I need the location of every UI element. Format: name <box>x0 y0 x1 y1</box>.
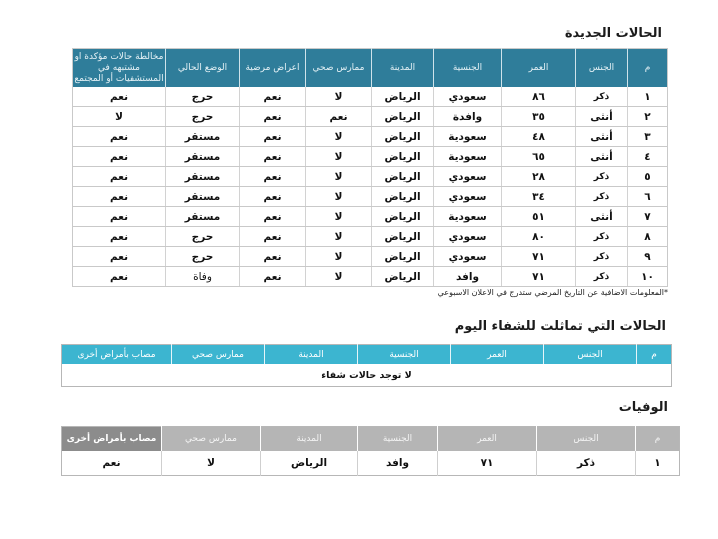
cell-index: ٤ <box>628 147 668 167</box>
col-header-nationality: الجنسية <box>434 49 502 88</box>
col-header-health-practitioner: ممارس صحي <box>162 427 261 452</box>
cell-age: ٦٥ <box>502 147 576 167</box>
cell-nationality: سعودية <box>434 207 502 227</box>
cell-city: الرياض <box>261 451 358 476</box>
cell-contact: لا <box>73 107 166 127</box>
footnote: *المعلومات الاضافية عن التاريخ المرضي ستدرج في الاعلان الاسبوعي <box>437 288 668 297</box>
deaths-table <box>61 426 680 476</box>
col-header-gender: الجنس <box>576 49 628 88</box>
cell-contact: نعم <box>73 187 166 207</box>
col-header-gender: الجنس <box>537 427 636 452</box>
cell-current-status: مستقر <box>166 127 240 147</box>
cell-gender: ذكر <box>576 267 628 287</box>
cell-current-status: حرج <box>166 247 240 267</box>
cell-contact: نعم <box>73 167 166 187</box>
cell-contact: نعم <box>73 227 166 247</box>
cell-index: ١ <box>628 87 668 107</box>
cell-age: ٧١ <box>502 267 576 287</box>
recovered-title: الحالات التي تماثلت للشفاء اليوم <box>454 319 666 334</box>
cell-contact: نعم <box>73 87 166 107</box>
cell-age: ٣٥ <box>502 107 576 127</box>
new-cases-table <box>72 48 668 287</box>
col-header-index: م <box>636 427 680 452</box>
new-cases-header-row <box>73 49 668 88</box>
table-row <box>62 451 680 476</box>
cell-current-status: وفاة <box>166 267 240 287</box>
cell-city: الرياض <box>372 247 434 267</box>
cell-gender: أنثى <box>576 127 628 147</box>
cell-contact: نعم <box>73 127 166 147</box>
cell-gender: ذكر <box>576 87 628 107</box>
col-header-nationality: الجنسية <box>358 345 451 365</box>
cell-gender: أنثى <box>576 147 628 167</box>
cell-symptoms: نعم <box>240 147 306 167</box>
table-row <box>73 127 668 147</box>
table-row <box>73 227 668 247</box>
col-header-age: العمر <box>451 345 544 365</box>
cell-city: الرياض <box>372 267 434 287</box>
cell-symptoms: نعم <box>240 127 306 147</box>
col-header-contact: مخالطة حالات مؤكدة او مشتبهه في المستشفيات أو المجتمع <box>73 49 166 88</box>
cell-nationality: سعودية <box>434 147 502 167</box>
cell-age: ٨٠ <box>502 227 576 247</box>
cell-symptoms: نعم <box>240 247 306 267</box>
col-header-city: المدينة <box>372 49 434 88</box>
table-row <box>73 167 668 187</box>
cell-index: ٨ <box>628 227 668 247</box>
cell-nationality: سعودي <box>434 247 502 267</box>
col-header-gender: الجنس <box>544 345 637 365</box>
cell-contact: نعم <box>73 207 166 227</box>
cell-nationality: وافد <box>434 267 502 287</box>
cell-nationality: سعودية <box>434 127 502 147</box>
cell-city: الرياض <box>372 127 434 147</box>
col-header-city: المدينة <box>261 427 358 452</box>
recovered-header-row <box>62 345 672 365</box>
cell-nationality: سعودي <box>434 227 502 247</box>
cell-city: الرياض <box>372 227 434 247</box>
cell-index: ٥ <box>628 167 668 187</box>
cell-age: ٢٨ <box>502 167 576 187</box>
cell-index: ٧ <box>628 207 668 227</box>
recovered-table <box>61 344 672 387</box>
cell-health-practitioner: لا <box>306 167 372 187</box>
cell-gender: ذكر <box>537 451 636 476</box>
table-row <box>73 267 668 287</box>
col-header-other-diseases: مصاب بأمراض أخرى <box>62 345 172 365</box>
col-header-city: المدينة <box>265 345 358 365</box>
col-header-current-status: الوضع الحالي <box>166 49 240 88</box>
cell-current-status: حرج <box>166 227 240 247</box>
col-header-other-diseases: مصاب بأمراض أخرى <box>62 427 162 452</box>
cell-city: الرياض <box>372 207 434 227</box>
col-header-index: م <box>637 345 672 365</box>
cell-current-status: مستقر <box>166 187 240 207</box>
cell-current-status: حرج <box>166 107 240 127</box>
cell-health-practitioner: لا <box>306 207 372 227</box>
col-header-age: العمر <box>502 49 576 88</box>
cell-index: ١ <box>636 451 680 476</box>
cell-contact: نعم <box>73 267 166 287</box>
new-cases-title: الحالات الجديدة <box>564 26 662 41</box>
cell-nationality: سعودي <box>434 167 502 187</box>
cell-health-practitioner: لا <box>306 227 372 247</box>
cell-age: ٨٦ <box>502 87 576 107</box>
cell-gender: ذكر <box>576 187 628 207</box>
cell-city: الرياض <box>372 167 434 187</box>
cell-index: ٩ <box>628 247 668 267</box>
cell-age: ٤٨ <box>502 127 576 147</box>
table-row <box>73 87 668 107</box>
cell-current-status: حرج <box>166 87 240 107</box>
cell-nationality: سعودي <box>434 87 502 107</box>
cell-nationality: سعودي <box>434 187 502 207</box>
cell-city: الرياض <box>372 107 434 127</box>
cell-symptoms: نعم <box>240 167 306 187</box>
cell-health-practitioner: لا <box>306 127 372 147</box>
col-header-age: العمر <box>438 427 537 452</box>
cell-index: ٢ <box>628 107 668 127</box>
cell-gender: أنثى <box>576 107 628 127</box>
cell-health-practitioner: لا <box>162 451 261 476</box>
col-header-symptoms: اعراض مرضية <box>240 49 306 88</box>
cell-gender: ذكر <box>576 227 628 247</box>
cell-gender: أنثى <box>576 207 628 227</box>
table-row <box>73 187 668 207</box>
cell-symptoms: نعم <box>240 267 306 287</box>
cell-health-practitioner: لا <box>306 187 372 207</box>
cell-nationality: وافدة <box>434 107 502 127</box>
cell-age: ٣٤ <box>502 187 576 207</box>
cell-contact: نعم <box>73 247 166 267</box>
cell-gender: ذكر <box>576 247 628 267</box>
cell-symptoms: نعم <box>240 207 306 227</box>
cell-city: الرياض <box>372 87 434 107</box>
cell-current-status: مستقر <box>166 147 240 167</box>
cell-symptoms: نعم <box>240 227 306 247</box>
cell-health-practitioner: لا <box>306 147 372 167</box>
cell-symptoms: نعم <box>240 187 306 207</box>
cell-other-diseases: نعم <box>102 457 121 469</box>
table-row <box>62 364 672 387</box>
cell-symptoms: نعم <box>240 107 306 127</box>
col-header-health-practitioner: ممارس صحي <box>172 345 265 365</box>
table-row <box>73 147 668 167</box>
cell-city: الرياض <box>372 147 434 167</box>
deaths-header-row <box>62 427 680 452</box>
cell-index: ٦ <box>628 187 668 207</box>
cell-age: ٧١ <box>438 451 537 476</box>
cell-nationality: وافد <box>358 451 438 476</box>
cell-current-status: مستقر <box>166 207 240 227</box>
cell-health-practitioner: لا <box>306 247 372 267</box>
cell-index: ١٠ <box>628 267 668 287</box>
deaths-title: الوفيات <box>618 400 668 415</box>
cell-symptoms: نعم <box>240 87 306 107</box>
cell-age: ٥١ <box>502 207 576 227</box>
cell-health-practitioner: لا <box>306 267 372 287</box>
table-row <box>73 107 668 127</box>
col-header-index: م <box>628 49 668 88</box>
cell-age: ٧١ <box>502 247 576 267</box>
table-row <box>73 207 668 227</box>
cell-index: ٣ <box>628 127 668 147</box>
table-row <box>73 247 668 267</box>
cell-current-status: مستقر <box>166 167 240 187</box>
empty-message: لا توجد حالات شفاء <box>321 369 412 381</box>
col-header-nationality: الجنسية <box>358 427 438 452</box>
col-header-health-practitioner: ممارس صحي <box>306 49 372 88</box>
cell-gender: ذكر <box>576 167 628 187</box>
cell-health-practitioner: لا <box>306 87 372 107</box>
cell-city: الرياض <box>372 187 434 207</box>
cell-health-practitioner: نعم <box>306 107 372 127</box>
cell-contact: نعم <box>73 147 166 167</box>
